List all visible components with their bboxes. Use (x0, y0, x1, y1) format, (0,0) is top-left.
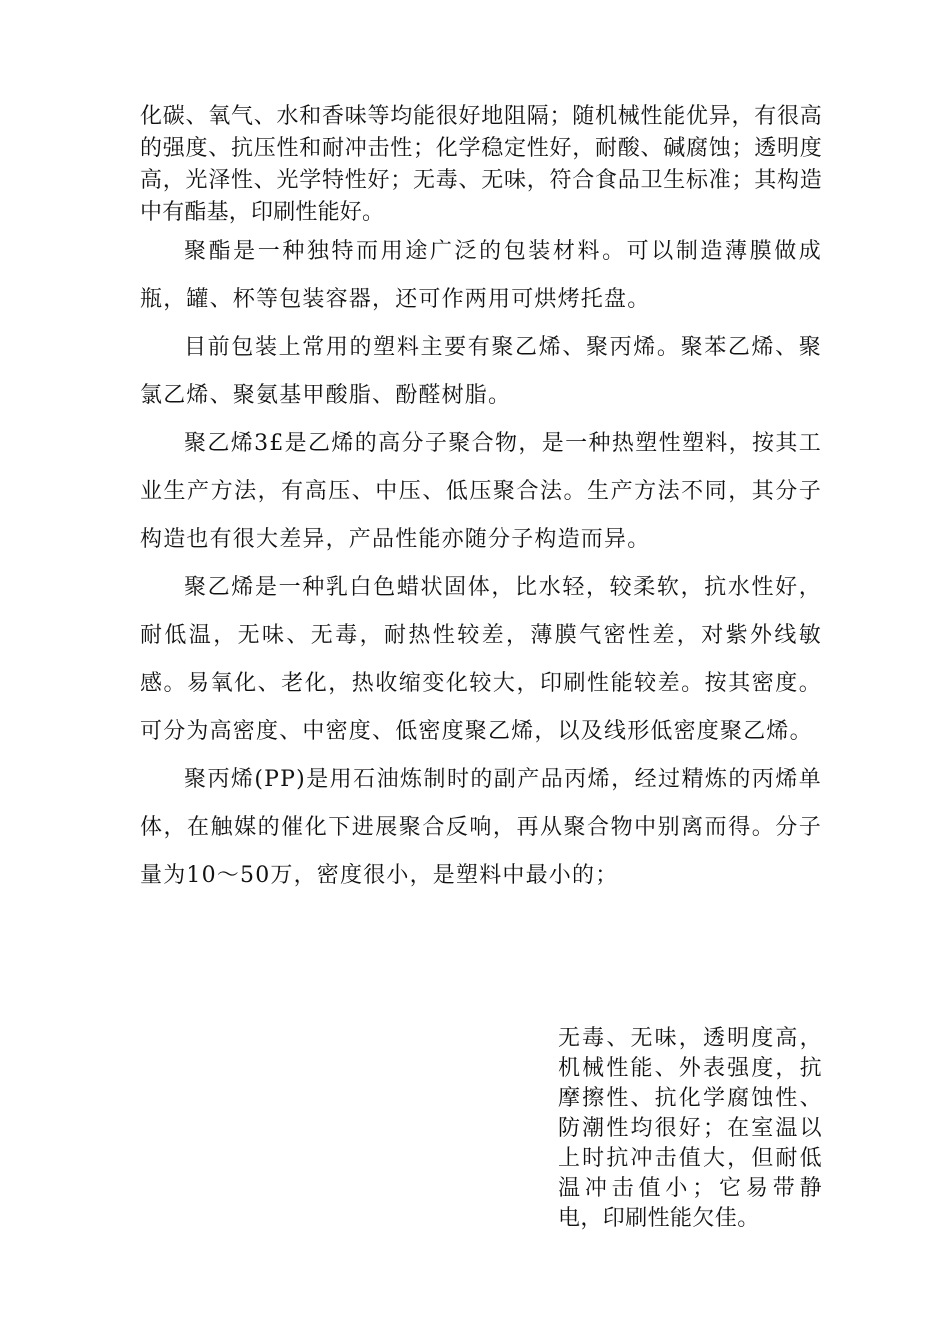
paragraph-polyester: 聚酯是一种独特而用途广泛的包装材料。可以制造薄膜做成瓶，罐、杯等包装容器，还可作两用可烘烤托盘。 (140, 239, 822, 312)
side-note-block (558, 1024, 822, 1234)
paragraph-polypropylene: 聚丙烯(PP)是用石油炼制时的副产品丙烯，经过精炼的丙烯单体，在触媒的催化下进展聚合反响，再从聚合物中别离而得。分子量为10〜50万，密度很小，是塑料中最小的； (140, 767, 822, 888)
paragraph-common-plastics: 目前包装上常用的塑料主要有聚乙烯、聚丙烯。聚苯乙烯、聚氯乙烯、聚氨基甲酸脂、酚醛树脂。 (140, 335, 822, 408)
paragraph-polyethylene-intro: 聚乙烯3£是乙烯的高分子聚合物，是一种热塑性塑料，按其工业生产方法，有高压、中压、低压聚合法。生产方法不同，其分子构造也有很大差异，产品性能亦随分子构造而异。 (140, 431, 822, 552)
intro-text-block (140, 101, 822, 229)
body-text-block (140, 228, 822, 900)
side-note-text: 无毒、无味，透明度高，机械性能、外表强度，抗摩擦性、抗化学腐蚀性、防潮性均很好；在室温以上时抗冲击值大，但耐低温冲击值小；它易带静电，印刷性能欠佳。 (558, 1026, 822, 1231)
intro-paragraph: 化碳、氧气、水和香味等均能很好地阻隔；随机械性能优异，有很高的强度、抗压性和耐冲击性；化学稳定性好，耐酸、碱腐蚀；透明度高，光泽性、光学特性好；无毒、无味，符合食品卫生标准；其构造中有酯基，印刷性能好。 (140, 104, 822, 225)
paragraph-polyethylene-properties: 聚乙烯是一种乳白色蜡状固体，比水轻，较柔软，抗水性好，耐低温，无味、无毒，耐热性较差，薄膜气密性差，对紫外线敏感。易氧化、老化，热收缩变化较大，印刷性能较差。按其密度。可分为高密度、中密度、低密度聚乙烯，以及线形低密度聚乙烯。 (140, 575, 822, 744)
